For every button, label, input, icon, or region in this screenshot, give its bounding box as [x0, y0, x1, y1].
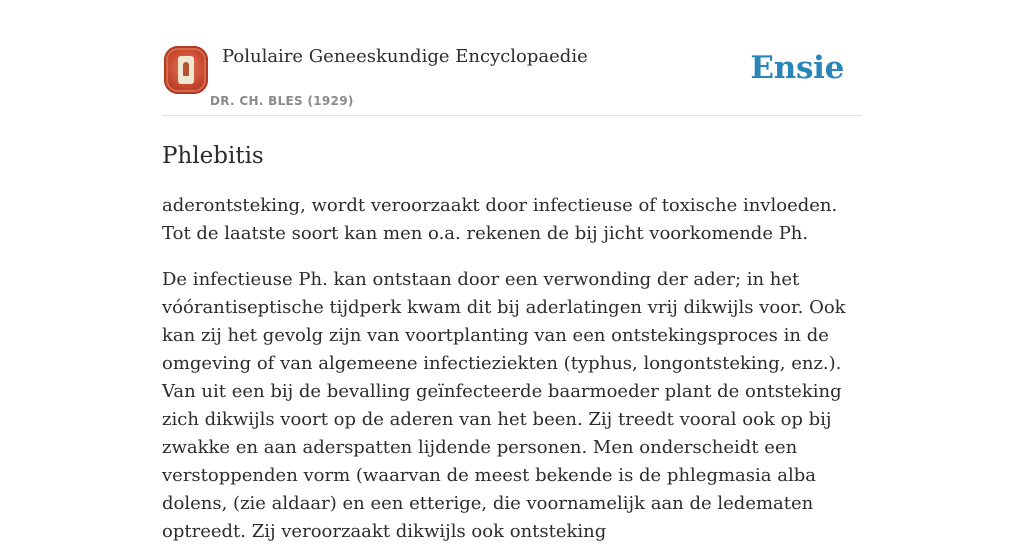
cover-figure [183, 62, 189, 76]
article-title: Phlebitis [162, 143, 264, 169]
book-header [162, 0, 862, 116]
book-author: DR. CH. BLES (1929) [210, 94, 354, 108]
ensie-logo-link[interactable]: Ensie [750, 50, 844, 86]
book-title[interactable]: Polulaire Geneeskundige Encyclopaedie [222, 46, 588, 67]
book-cover-icon[interactable] [164, 46, 208, 94]
article-paragraph: De infectieuse Ph. kan ontstaan door een verwonding der ader; in het vóórantiseptische tijdperk kwam dit bij aderlatingen vrij dikwijls voor. Ook kan zij het gevolg zijn van voortplanting van een ontstekingsproces in de omgeving of van algemeene infectieziekten (typhus, longontsteking, enz.). Van uit een bij de bevalling geïnfecteerde baarmoeder plant de ontsteking zich dikwijls voort op de aderen van het been. Zij treedt vooral ook op bij zwakke en aan aderspatten lijdende personen. Men onderscheidt een verstoppenden vorm (waarvan de meest bekende is de phlegmasia alba dolens, (zie aldaar) en een etterige, die voornamelijk aan de ledematen optreedt. Zij veroorzaakt dikwijls ook ontsteking [162, 269, 846, 542]
article-body [162, 192, 862, 546]
article-paragraph: aderontsteking, wordt veroorzaakt door infectieuse of toxische invloeden. Tot de laatste soort kan men o.a. rekenen de bij jicht voorkomende Ph. [162, 195, 838, 244]
cover-panel [178, 56, 194, 84]
page [162, 0, 862, 546]
